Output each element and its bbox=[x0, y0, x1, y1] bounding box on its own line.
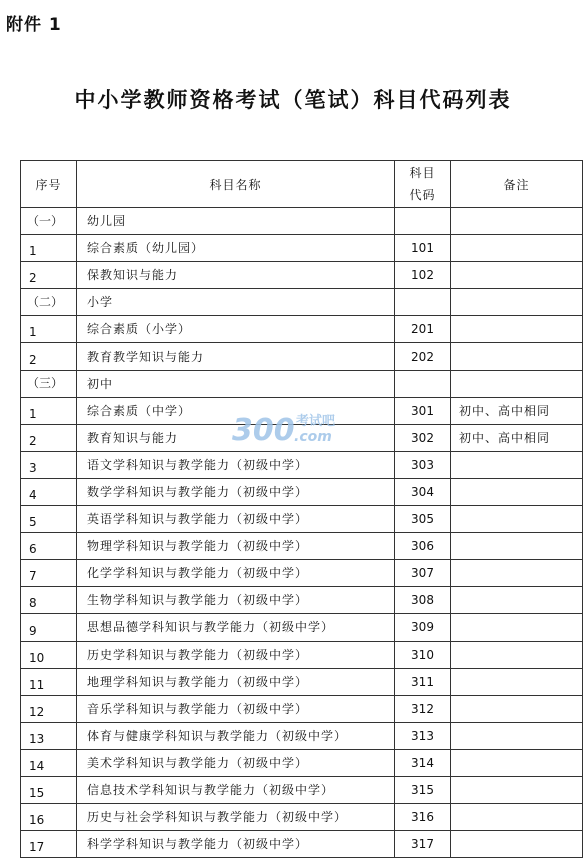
cell-subject-code: 315 bbox=[395, 776, 451, 803]
cell-seq: 3 bbox=[21, 451, 77, 478]
cell-subject-name: 科学学科知识与教学能力（初级中学） bbox=[77, 831, 395, 858]
cell-subject-code: 317 bbox=[395, 831, 451, 858]
cell-subject-name: 化学学科知识与教学能力（初级中学） bbox=[77, 560, 395, 587]
table-row bbox=[21, 587, 583, 614]
cell-note bbox=[451, 695, 583, 722]
subject-code-table-container bbox=[20, 160, 582, 858]
cell-seq: 2 bbox=[21, 262, 77, 289]
cell-note bbox=[451, 506, 583, 533]
cell-subject-code: 310 bbox=[395, 641, 451, 668]
cell-subject-name: 教育教学知识与能力 bbox=[77, 343, 395, 370]
table-row bbox=[21, 749, 583, 776]
cell-note bbox=[451, 641, 583, 668]
cell-note bbox=[451, 235, 583, 262]
cell-note bbox=[451, 614, 583, 641]
table-row bbox=[21, 506, 583, 533]
document-title: 中小学教师资格考试（笔试）科目代码列表 bbox=[74, 88, 512, 112]
table-row bbox=[21, 478, 583, 505]
cell-seq: 1 bbox=[21, 316, 77, 343]
cell-seq: 1 bbox=[21, 397, 77, 424]
cell-subject-name: 幼儿园 bbox=[77, 208, 395, 235]
cell-note: 初中、高中相同 bbox=[451, 397, 583, 424]
table-row bbox=[21, 776, 583, 803]
cell-note bbox=[451, 668, 583, 695]
cell-note bbox=[451, 316, 583, 343]
table-row bbox=[21, 397, 583, 424]
cell-note bbox=[451, 722, 583, 749]
cell-seq: 14 bbox=[21, 749, 77, 776]
cell-subject-code: 202 bbox=[395, 343, 451, 370]
cell-subject-code: 305 bbox=[395, 506, 451, 533]
cell-subject-name: 综合素质（中学） bbox=[77, 397, 395, 424]
cell-note bbox=[451, 451, 583, 478]
cell-subject-name: 美术学科知识与教学能力（初级中学） bbox=[77, 749, 395, 776]
cell-subject-name: 语文学科知识与教学能力（初级中学） bbox=[77, 451, 395, 478]
table-row bbox=[21, 695, 583, 722]
subject-code-table bbox=[20, 160, 583, 858]
column-header-note: 备注 bbox=[451, 161, 583, 208]
table-row bbox=[21, 560, 583, 587]
cell-subject-name: 综合素质（幼儿园） bbox=[77, 235, 395, 262]
cell-subject-name: 物理学科知识与教学能力（初级中学） bbox=[77, 533, 395, 560]
cell-seq: 4 bbox=[21, 478, 77, 505]
table-row bbox=[21, 343, 583, 370]
cell-subject-code: 307 bbox=[395, 560, 451, 587]
cell-note bbox=[451, 289, 583, 316]
table-row bbox=[21, 262, 583, 289]
cell-subject-name: 音乐学科知识与教学能力（初级中学） bbox=[77, 695, 395, 722]
table-header-row bbox=[21, 161, 583, 208]
cell-subject-code bbox=[395, 370, 451, 397]
cell-seq: 16 bbox=[21, 804, 77, 831]
cell-seq: 2 bbox=[21, 343, 77, 370]
cell-subject-code: 312 bbox=[395, 695, 451, 722]
cell-seq: 13 bbox=[21, 722, 77, 749]
cell-seq: （三） bbox=[21, 370, 77, 397]
cell-seq: 17 bbox=[21, 831, 77, 858]
table-group-row bbox=[21, 289, 583, 316]
cell-subject-code: 102 bbox=[395, 262, 451, 289]
cell-note: 初中、高中相同 bbox=[451, 424, 583, 451]
cell-subject-name: 体育与健康学科知识与教学能力（初级中学） bbox=[77, 722, 395, 749]
table-header bbox=[21, 161, 583, 208]
cell-subject-name: 思想品德学科知识与教学能力（初级中学） bbox=[77, 614, 395, 641]
table-group-row bbox=[21, 370, 583, 397]
cell-note bbox=[451, 831, 583, 858]
cell-seq: 11 bbox=[21, 668, 77, 695]
attachment-label: 附件 1 bbox=[6, 15, 62, 35]
cell-subject-name: 初中 bbox=[77, 370, 395, 397]
cell-subject-code: 306 bbox=[395, 533, 451, 560]
table-row bbox=[21, 533, 583, 560]
cell-subject-code: 316 bbox=[395, 804, 451, 831]
table-group-row bbox=[21, 208, 583, 235]
cell-note bbox=[451, 587, 583, 614]
table-row bbox=[21, 316, 583, 343]
cell-seq: 10 bbox=[21, 641, 77, 668]
cell-seq: 2 bbox=[21, 424, 77, 451]
cell-subject-code: 314 bbox=[395, 749, 451, 776]
cell-seq: （二） bbox=[21, 289, 77, 316]
cell-subject-code: 101 bbox=[395, 235, 451, 262]
column-header-code-line1: 科目 bbox=[409, 166, 436, 180]
cell-note bbox=[451, 804, 583, 831]
cell-seq: 9 bbox=[21, 614, 77, 641]
cell-subject-name: 历史学科知识与教学能力（初级中学） bbox=[77, 641, 395, 668]
cell-subject-code: 311 bbox=[395, 668, 451, 695]
table-row bbox=[21, 804, 583, 831]
cell-subject-code: 302 bbox=[395, 424, 451, 451]
column-header-code-line2: 代码 bbox=[409, 188, 436, 202]
cell-subject-name: 英语学科知识与教学能力（初级中学） bbox=[77, 506, 395, 533]
cell-note bbox=[451, 533, 583, 560]
cell-subject-code bbox=[395, 208, 451, 235]
cell-subject-name: 综合素质（小学） bbox=[77, 316, 395, 343]
cell-subject-name: 小学 bbox=[77, 289, 395, 316]
cell-seq: 7 bbox=[21, 560, 77, 587]
cell-seq: 5 bbox=[21, 506, 77, 533]
cell-seq: 12 bbox=[21, 695, 77, 722]
cell-subject-code: 313 bbox=[395, 722, 451, 749]
column-header-name: 科目名称 bbox=[77, 161, 395, 208]
cell-seq: 15 bbox=[21, 776, 77, 803]
table-row bbox=[21, 641, 583, 668]
cell-subject-code: 309 bbox=[395, 614, 451, 641]
cell-seq: 8 bbox=[21, 587, 77, 614]
cell-subject-code: 301 bbox=[395, 397, 451, 424]
cell-note bbox=[451, 370, 583, 397]
table-row bbox=[21, 235, 583, 262]
cell-subject-name: 历史与社会学科知识与教学能力（初级中学） bbox=[77, 804, 395, 831]
cell-subject-name: 保教知识与能力 bbox=[77, 262, 395, 289]
cell-note bbox=[451, 560, 583, 587]
watermark-brand: 考试吧 bbox=[296, 414, 336, 429]
table-row bbox=[21, 424, 583, 451]
table-row bbox=[21, 722, 583, 749]
cell-seq: 1 bbox=[21, 235, 77, 262]
cell-note bbox=[451, 749, 583, 776]
watermark-domain: .com bbox=[294, 429, 332, 445]
cell-note bbox=[451, 208, 583, 235]
table-row bbox=[21, 451, 583, 478]
cell-seq: （一） bbox=[21, 208, 77, 235]
column-header-seq: 序号 bbox=[21, 161, 77, 208]
cell-subject-name: 教育知识与能力 bbox=[77, 424, 395, 451]
cell-note bbox=[451, 343, 583, 370]
watermark-number: 300 bbox=[232, 413, 295, 448]
cell-subject-name: 生物学科知识与教学能力（初级中学） bbox=[77, 587, 395, 614]
cell-subject-code: 304 bbox=[395, 478, 451, 505]
table-row bbox=[21, 614, 583, 641]
cell-note bbox=[451, 262, 583, 289]
table-row bbox=[21, 831, 583, 858]
cell-subject-code bbox=[395, 289, 451, 316]
table-body bbox=[21, 208, 583, 858]
cell-subject-code: 303 bbox=[395, 451, 451, 478]
column-header-code bbox=[395, 161, 451, 208]
table-row bbox=[21, 668, 583, 695]
cell-subject-code: 201 bbox=[395, 316, 451, 343]
cell-note bbox=[451, 776, 583, 803]
cell-note bbox=[451, 478, 583, 505]
cell-subject-code: 308 bbox=[395, 587, 451, 614]
cell-seq: 6 bbox=[21, 533, 77, 560]
cell-subject-name: 地理学科知识与教学能力（初级中学） bbox=[77, 668, 395, 695]
cell-subject-name: 信息技术学科知识与教学能力（初级中学） bbox=[77, 776, 395, 803]
cell-subject-name: 数学学科知识与教学能力（初级中学） bbox=[77, 478, 395, 505]
